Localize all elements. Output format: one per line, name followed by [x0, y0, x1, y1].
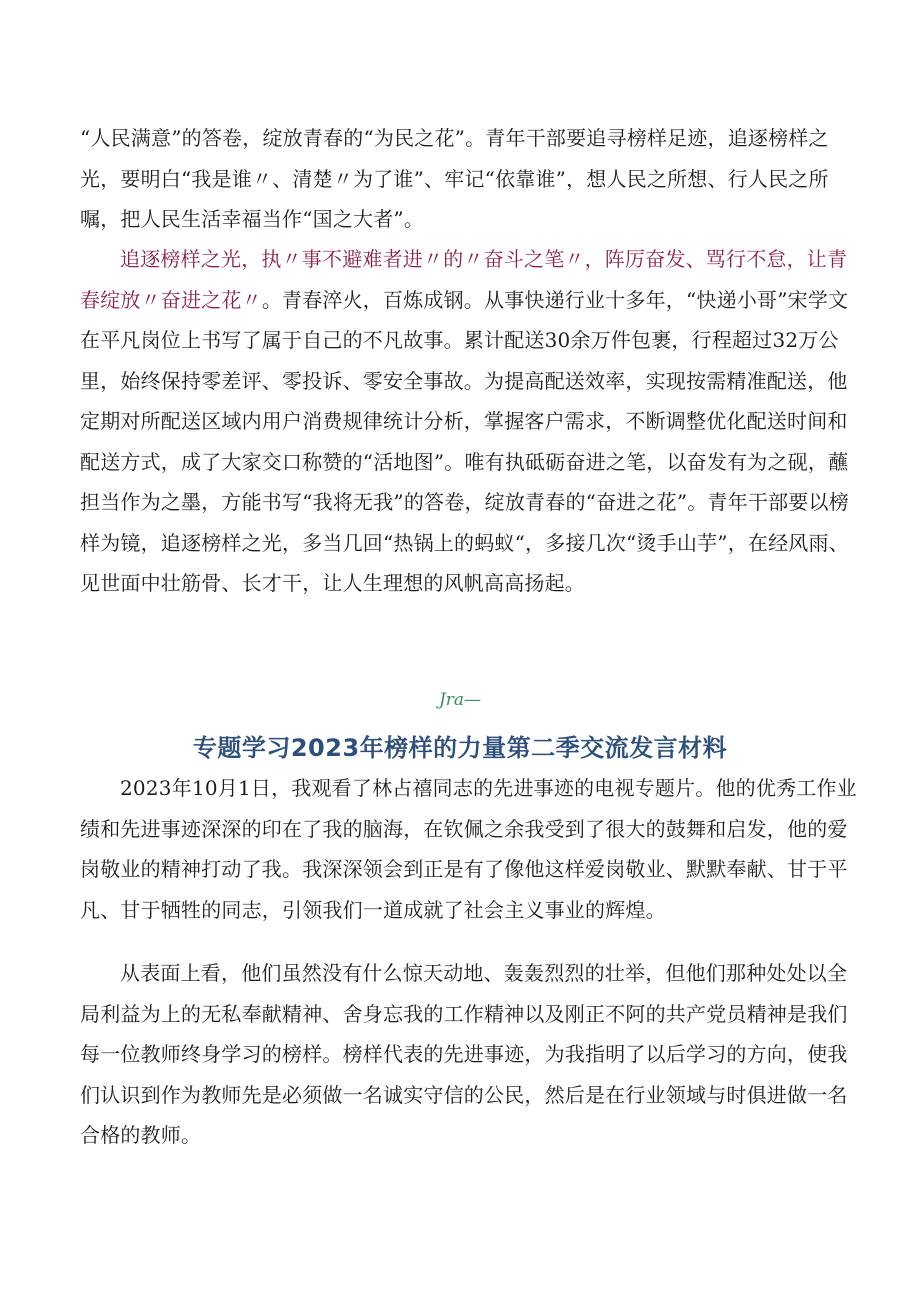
highlighted-text: 追逐榜样之光，执〃事不避难者进〃的〃奋斗之笔〃，阵厉奋发、骂行不怠，让青春绽放〃奋进之花〃 — [80, 247, 848, 312]
paragraph-watching-documentary: 2023年10月1日，我观看了林占禧同志的先进事迹的电视专题片。他的优秀工作业绩和先进事迹深深的印在了我的脑海，在钦佩之余我受到了很大的鼓舞和启发，他的爱岗敬业的精神打动了我。我深深领会到正是有了像他这样爱岗敬业、默默奉献、甘于平凡、甘于牺牲的同志，引领我们一道成就了社会主义事业的辉煌。 — [80, 776, 857, 922]
paragraph-courier-story — [80, 239, 860, 604]
paragraph-teacher-lessons: 从表面上看，他们虽然没有什么惊天动地、轰轰烈烈的壮举，但他们那种处处以全局利益为上的无私奉献精神、舍身忘我的工作精神以及刚正不阿的共产党员精神是我们每一位教师终身学习的榜样。榜样代表的先进事迹，为我指明了以后学习的方向，使我们认识到作为教师先是必须做一名诚实守信的公民，然后是在行业领域与时俱进做一名合格的教师。 — [80, 961, 848, 1147]
section-title: 专题学习2023年榜样的力量第二季交流发言材料 — [192, 734, 728, 762]
section-divider: Jra— — [438, 690, 482, 710]
paragraph-text: 。青春淬火，百炼成钢。从事快递行业十多年，“快递小哥”宋学文在平凡岗位上书写了属于自己的不凡故事。累计配送30余万件包裹，行程超过32万公里，始终保持零差评、零投诉、零安全事故。为提高配送效率，实现按需精准配送，他定期对所配送区域内用户消费规律统计分析，掌握客户需求，不断调整优化配送时间和配送方式，成了大家交口称赞的“活地图”。唯有执砥砺奋进之笔，以奋发有为之砚，蘸担当作为之墨，方能书写“我将无我”的答卷，绽放青春的“奋进之花”。青年干部要以榜样为镜，追逐榜样之光，多当几回“热锅上的蚂蚁“，多接几次“烫手山芋”，在经风雨、见世面中壮筋骨、长才干，让人生理想的风帆高高扬起。 — [80, 287, 849, 595]
paragraph-youth-cadres-people: “人民满意”的答卷，绽放青春的“为民之花”。青年干部要追寻榜样足迹，追逐榜样之光，要明白“我是谁〃、清楚〃为了谁”、牢记“依靠谁”，想人民之所想、行人民之所嘱，把人民生活幸福当作“国之大者”。 — [80, 126, 829, 231]
